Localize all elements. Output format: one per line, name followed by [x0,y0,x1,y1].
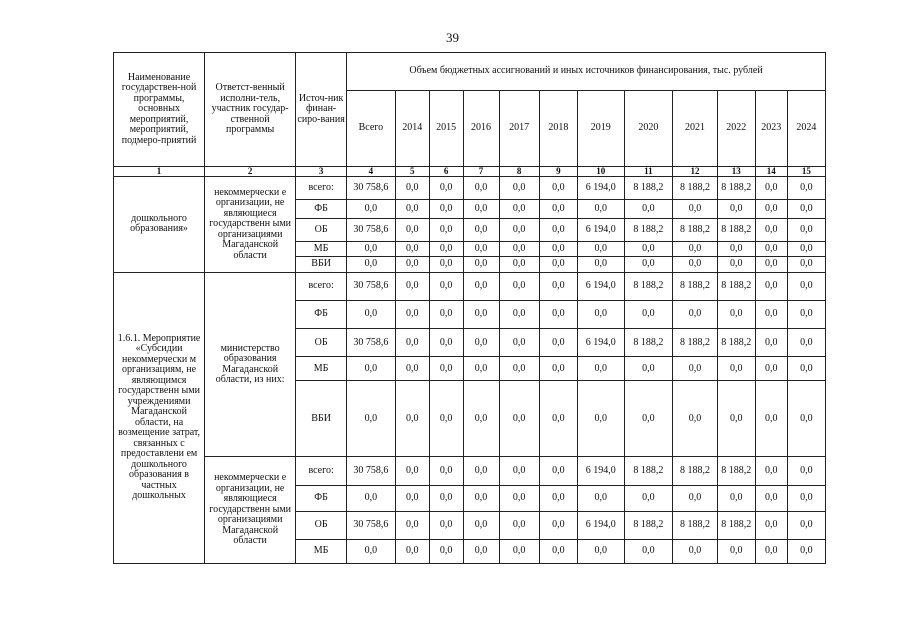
value-cell: 0,0 [717,485,755,511]
value-cell: 6 194,0 [577,329,624,357]
value-cell: 0,0 [787,329,825,357]
value-cell: 0,0 [787,219,825,242]
value-cell: 0,0 [539,177,577,200]
value-cell: 0,0 [673,242,717,257]
value-cell: 0,0 [499,242,539,257]
value-cell: 0,0 [463,219,499,242]
value-cell: 0,0 [787,485,825,511]
value-cell: 0,0 [624,242,673,257]
value-cell: 0,0 [429,329,463,357]
value-cell: 0,0 [429,357,463,381]
value-cell: 0,0 [577,257,624,272]
value-cell: 8 188,2 [624,511,673,539]
table-row [114,457,826,485]
value-cell: 0,0 [787,242,825,257]
column-number: 4 [347,167,396,177]
value-cell: 0,0 [577,300,624,328]
value-cell: 0,0 [673,357,717,381]
value-cell: 0,0 [539,539,577,563]
column-number: 8 [499,167,539,177]
value-cell: 0,0 [577,199,624,219]
value-cell: 0,0 [463,457,499,485]
header-year: 2023 [755,91,787,167]
table-row [114,177,826,200]
value-cell: 0,0 [429,457,463,485]
value-cell: 0,0 [463,511,499,539]
total-cell: 30 758,6 [347,219,396,242]
value-cell: 0,0 [395,485,429,511]
value-cell: 0,0 [395,199,429,219]
value-cell: 0,0 [395,357,429,381]
column-number: 15 [787,167,825,177]
value-cell: 0,0 [787,177,825,200]
value-cell: 0,0 [463,199,499,219]
total-cell: 30 758,6 [347,329,396,357]
value-cell: 8 188,2 [717,329,755,357]
value-cell: 0,0 [755,219,787,242]
source-cell: МБ [296,357,347,381]
value-cell: 0,0 [499,539,539,563]
value-cell: 0,0 [463,539,499,563]
value-cell: 0,0 [755,242,787,257]
value-cell: 0,0 [395,219,429,242]
value-cell: 0,0 [717,199,755,219]
budget-table [113,52,826,564]
value-cell: 0,0 [395,539,429,563]
value-cell: 0,0 [499,272,539,300]
header-year: 2019 [577,91,624,167]
source-cell: всего: [296,272,347,300]
value-cell: 0,0 [539,199,577,219]
value-cell: 0,0 [463,257,499,272]
value-cell: 0,0 [499,300,539,328]
value-cell: 0,0 [624,381,673,457]
value-cell: 6 194,0 [577,219,624,242]
value-cell: 0,0 [717,381,755,457]
value-cell: 0,0 [755,300,787,328]
value-cell: 0,0 [395,511,429,539]
value-cell: 0,0 [463,485,499,511]
total-cell: 0,0 [347,357,396,381]
value-cell: 8 188,2 [673,329,717,357]
value-cell: 0,0 [463,357,499,381]
header-year: 2014 [395,91,429,167]
value-cell: 0,0 [787,357,825,381]
value-cell: 0,0 [539,511,577,539]
total-cell: 0,0 [347,242,396,257]
header-name: Наименование государствен-ной программы, основных мероприятий, мероприятий, подмеро-приятий [114,53,205,167]
value-cell: 0,0 [755,272,787,300]
value-cell: 8 188,2 [624,329,673,357]
value-cell: 0,0 [429,511,463,539]
value-cell: 0,0 [499,357,539,381]
value-cell: 0,0 [539,357,577,381]
source-cell: ВБИ [296,381,347,457]
page-number: 39 [446,30,459,45]
value-cell: 0,0 [463,329,499,357]
value-cell: 0,0 [539,485,577,511]
responsible-cell: министерство образования Магаданской области, из них: [205,272,296,457]
header-budget-group: Объем бюджетных ассигнований и иных источников финансирования, тыс. рублей [347,53,826,91]
responsible-cell: некоммерчески е организации, не являющиеся государственн ыми организациями Магаданской области [205,457,296,564]
column-number: 5 [395,167,429,177]
activity-name-cell: 1.6.1. Мероприятие «Субсидии некоммерчески м организациям, не являющимся государственн ыми учреждениями Магаданской области, на возмещение затрат, связанных с предоставлени ем дошкольного образования в частных дошкольных [114,272,205,563]
value-cell: 0,0 [499,457,539,485]
value-cell: 0,0 [395,177,429,200]
value-cell: 0,0 [717,300,755,328]
value-cell: 8 188,2 [624,219,673,242]
value-cell: 0,0 [577,485,624,511]
value-cell: 8 188,2 [673,219,717,242]
value-cell: 0,0 [429,199,463,219]
value-cell: 0,0 [787,300,825,328]
value-cell: 0,0 [463,242,499,257]
value-cell: 0,0 [673,199,717,219]
value-cell: 8 188,2 [673,272,717,300]
value-cell: 0,0 [395,300,429,328]
value-cell: 0,0 [539,242,577,257]
total-cell: 0,0 [347,199,396,219]
value-cell: 8 188,2 [673,457,717,485]
table-row [114,272,826,300]
header-year: 2018 [539,91,577,167]
value-cell: 8 188,2 [717,457,755,485]
value-cell: 8 188,2 [673,177,717,200]
value-cell: 0,0 [673,485,717,511]
value-cell: 0,0 [429,300,463,328]
value-cell: 6 194,0 [577,177,624,200]
value-cell: 0,0 [499,485,539,511]
value-cell: 0,0 [429,272,463,300]
value-cell: 0,0 [577,539,624,563]
value-cell: 0,0 [395,457,429,485]
source-cell: ФБ [296,300,347,328]
total-cell: 0,0 [347,257,396,272]
value-cell: 0,0 [755,485,787,511]
column-number: 10 [577,167,624,177]
value-cell: 0,0 [539,329,577,357]
value-cell: 0,0 [539,219,577,242]
header-year: 2015 [429,91,463,167]
value-cell: 0,0 [755,357,787,381]
value-cell: 0,0 [624,539,673,563]
value-cell: 0,0 [755,381,787,457]
value-cell: 0,0 [577,381,624,457]
column-number: 6 [429,167,463,177]
table-body [114,177,826,564]
value-cell: 0,0 [717,257,755,272]
source-cell: всего: [296,177,347,200]
value-cell: 0,0 [429,242,463,257]
responsible-cell: некоммерчески е организации, не являющиеся государственн ыми организациями Магаданской области [205,177,296,273]
value-cell: 8 188,2 [717,272,755,300]
value-cell: 0,0 [395,329,429,357]
value-cell: 0,0 [429,257,463,272]
value-cell: 0,0 [577,242,624,257]
value-cell: 0,0 [787,272,825,300]
value-cell: 0,0 [673,381,717,457]
column-number: 3 [296,167,347,177]
value-cell: 0,0 [717,242,755,257]
total-cell: 0,0 [347,485,396,511]
column-number: 11 [624,167,673,177]
value-cell: 0,0 [577,357,624,381]
header-year: 2024 [787,91,825,167]
column-number: 2 [205,167,296,177]
value-cell: 0,0 [463,272,499,300]
value-cell: 8 188,2 [717,177,755,200]
value-cell: 0,0 [499,219,539,242]
value-cell: 0,0 [429,381,463,457]
value-cell: 0,0 [539,457,577,485]
header-year: 2022 [717,91,755,167]
value-cell: 8 188,2 [717,511,755,539]
total-cell: 0,0 [347,381,396,457]
value-cell: 0,0 [717,539,755,563]
value-cell: 8 188,2 [717,219,755,242]
value-cell: 0,0 [429,539,463,563]
value-cell: 0,0 [787,199,825,219]
value-cell: 0,0 [673,539,717,563]
value-cell: 0,0 [463,300,499,328]
value-cell: 0,0 [395,257,429,272]
column-number: 14 [755,167,787,177]
source-cell: ВБИ [296,257,347,272]
value-cell: 0,0 [755,257,787,272]
value-cell: 8 188,2 [624,272,673,300]
value-cell: 0,0 [539,381,577,457]
value-cell: 0,0 [539,300,577,328]
value-cell: 0,0 [499,329,539,357]
value-cell: 8 188,2 [624,457,673,485]
value-cell: 0,0 [539,272,577,300]
value-cell: 0,0 [787,539,825,563]
value-cell: 0,0 [499,199,539,219]
value-cell: 8 188,2 [624,177,673,200]
total-cell: 0,0 [347,539,396,563]
value-cell: 0,0 [499,177,539,200]
value-cell: 0,0 [624,357,673,381]
value-cell: 0,0 [429,219,463,242]
header-year: 2017 [499,91,539,167]
value-cell: 6 194,0 [577,457,624,485]
column-number: 13 [717,167,755,177]
total-cell: 30 758,6 [347,457,396,485]
value-cell: 0,0 [624,300,673,328]
value-cell: 0,0 [787,457,825,485]
value-cell: 0,0 [717,357,755,381]
total-cell: 30 758,6 [347,511,396,539]
source-cell: ОБ [296,329,347,357]
header-total: Всего [347,91,396,167]
header-source: Источ-ник финан-сиро-вания [296,53,347,167]
column-number-row [114,167,826,177]
column-number: 12 [673,167,717,177]
value-cell: 0,0 [755,457,787,485]
header-responsible: Ответст-венный исполни-тель, участник государ-ственной программы [205,53,296,167]
source-cell: МБ [296,539,347,563]
value-cell: 0,0 [787,257,825,272]
value-cell: 0,0 [395,381,429,457]
value-cell: 6 194,0 [577,272,624,300]
value-cell: 0,0 [755,177,787,200]
value-cell: 0,0 [429,485,463,511]
value-cell: 8 188,2 [673,511,717,539]
value-cell: 0,0 [787,381,825,457]
total-cell: 30 758,6 [347,177,396,200]
value-cell: 0,0 [673,300,717,328]
total-cell: 30 758,6 [347,272,396,300]
value-cell: 0,0 [624,485,673,511]
column-number: 9 [539,167,577,177]
value-cell: 0,0 [463,381,499,457]
value-cell: 0,0 [755,511,787,539]
activity-name-cell: дошкольного образования» [114,177,205,273]
value-cell: 0,0 [499,381,539,457]
value-cell: 0,0 [395,272,429,300]
source-cell: ФБ [296,485,347,511]
source-cell: ОБ [296,219,347,242]
value-cell: 0,0 [624,257,673,272]
value-cell: 0,0 [463,177,499,200]
value-cell: 0,0 [429,177,463,200]
value-cell: 0,0 [395,242,429,257]
column-number: 1 [114,167,205,177]
source-cell: всего: [296,457,347,485]
source-cell: ФБ [296,199,347,219]
header-year: 2016 [463,91,499,167]
source-cell: ОБ [296,511,347,539]
header-year: 2020 [624,91,673,167]
value-cell: 6 194,0 [577,511,624,539]
header-year: 2021 [673,91,717,167]
value-cell: 0,0 [499,511,539,539]
value-cell: 0,0 [787,511,825,539]
value-cell: 0,0 [755,539,787,563]
value-cell: 0,0 [755,329,787,357]
column-number: 7 [463,167,499,177]
source-cell: МБ [296,242,347,257]
value-cell: 0,0 [539,257,577,272]
value-cell: 0,0 [624,199,673,219]
value-cell: 0,0 [755,199,787,219]
value-cell: 0,0 [499,257,539,272]
value-cell: 0,0 [673,257,717,272]
total-cell: 0,0 [347,300,396,328]
